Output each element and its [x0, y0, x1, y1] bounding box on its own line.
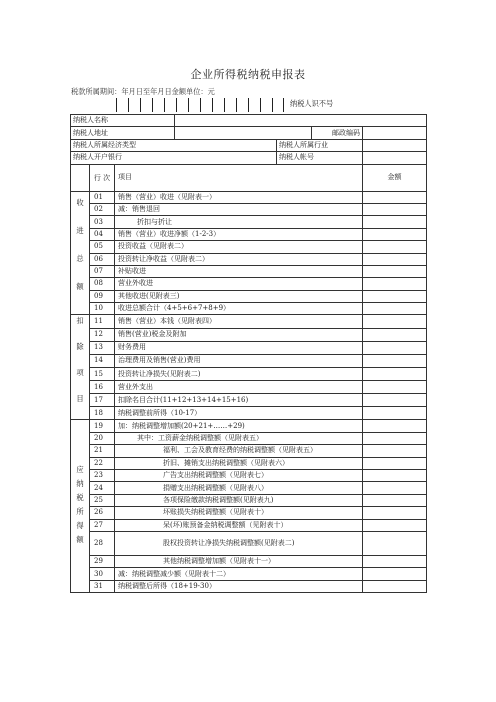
row-number: 11: [90, 315, 115, 328]
table-row: [71, 290, 427, 302]
row-amount-field[interactable]: [363, 568, 427, 580]
row-amount-field[interactable]: [363, 445, 427, 457]
row-amount-field[interactable]: [363, 228, 427, 240]
account-label: 纳税人帐号: [277, 152, 363, 164]
table-row: [71, 228, 427, 240]
row-number: 14: [90, 354, 115, 367]
row-item-label: 折扣与折让: [115, 216, 363, 228]
table-row: [71, 203, 427, 215]
row-amount-field[interactable]: [363, 531, 427, 555]
row-amount-field[interactable]: [363, 328, 427, 341]
row-item-label: 收进总额合计（4+5+6+7+8+9）: [115, 303, 363, 315]
row-amount-field[interactable]: [363, 432, 427, 444]
table-row: [71, 381, 427, 394]
row-item-label: 坏账损失纳税调整额（见附表十）: [115, 507, 363, 519]
row-amount-field[interactable]: [363, 241, 427, 253]
category-deductions: 扣 除 项 目: [71, 315, 90, 420]
row-number: 05: [90, 241, 115, 253]
table-row: [71, 303, 427, 315]
table-row: [71, 519, 427, 531]
row-item-label: 捐赠支出纳税调整额（见附表八）: [115, 482, 363, 494]
postcode-field[interactable]: [363, 127, 427, 139]
table-row: [71, 341, 427, 354]
taxpayer-address-field[interactable]: [175, 127, 312, 139]
table-row: [71, 555, 427, 567]
row-item-label: 加：纳税调整增加额(20+21+……+29): [115, 420, 363, 432]
row-item-label: 纳税调整前所得（10-17）: [115, 407, 363, 420]
row-item-label: 营业外支出: [115, 381, 363, 394]
row-number: 03: [90, 216, 115, 228]
row-item-label: 销售（营业）本钱（见附表四）: [115, 315, 363, 328]
table-row: [71, 367, 427, 380]
row-item-label: 投资转让净损失(见附表二): [115, 367, 363, 380]
taxpayer-id-boxes[interactable]: [116, 98, 284, 112]
row-number: 27: [90, 519, 115, 531]
row-item-label: 扣除名目合计(11+12+13+14+15+16): [115, 394, 363, 407]
row-item-label: 折旧、摊销支出纳税调整额（见附表六）: [115, 457, 363, 469]
row-number: 09: [90, 290, 115, 302]
row-item-label: 其他纳税调整增加额（见附表十一）: [115, 555, 363, 567]
row-item-label: 纳税调整后所得（18+19-30）: [115, 580, 363, 592]
row-number: 16: [90, 381, 115, 394]
row-amount-field[interactable]: [363, 580, 427, 592]
row-item-label: 减：纳税调整减少额（见附表十二）: [115, 568, 363, 580]
row-item-label: 销售（营业）收进（见附表一）: [115, 191, 363, 203]
row-item-label: 其他收进(见附表三): [115, 290, 363, 302]
row-item-label: 各项保险缴款纳税调整额(见附表九): [115, 494, 363, 506]
form-title: 企业所得税纳税申报表: [190, 68, 306, 81]
industry-label: 纳税人所属行业: [277, 139, 363, 151]
row-amount-field[interactable]: [363, 315, 427, 328]
table-row: [71, 241, 427, 253]
row-amount-field[interactable]: [363, 191, 427, 203]
row-item-label: 投资收益（见附表二）: [115, 241, 363, 253]
row-item-label: 减：销售退回: [115, 203, 363, 215]
row-amount-field[interactable]: [363, 519, 427, 531]
table-row: [71, 432, 427, 444]
row-amount-field[interactable]: [363, 507, 427, 519]
row-item-label: 福利、工会及教育经费的纳税调整额（见附表五）: [115, 445, 363, 457]
category-income: 收 进 总 额: [71, 191, 90, 315]
row-amount-field[interactable]: [363, 367, 427, 380]
taxpayer-id-label: 纳税人识不号: [290, 99, 334, 108]
row-number: 02: [90, 203, 115, 215]
table-row: [71, 278, 427, 290]
table-row: [71, 315, 427, 328]
row-amount-field[interactable]: [363, 341, 427, 354]
row-amount-field[interactable]: [363, 354, 427, 367]
row-number: 20: [90, 432, 115, 444]
table-row: [71, 494, 427, 506]
row-amount-field[interactable]: [363, 253, 427, 265]
table-row: [71, 531, 427, 555]
row-amount-field[interactable]: [363, 216, 427, 228]
header-amount: 金额: [363, 164, 427, 191]
table-row: [71, 191, 427, 203]
row-item-label: 广告支出纳税调整额（见附表七）: [115, 470, 363, 482]
row-amount-field[interactable]: [363, 278, 427, 290]
taxpayer-address-label: 纳税人地址: [71, 127, 175, 139]
row-number: 10: [90, 303, 115, 315]
table-row: [71, 507, 427, 519]
row-number: 29: [90, 555, 115, 567]
header-row-no: 行 次: [90, 164, 115, 191]
row-number: 26: [90, 507, 115, 519]
row-number: 01: [90, 191, 115, 203]
row-amount-field[interactable]: [363, 555, 427, 567]
row-amount-field[interactable]: [363, 265, 427, 277]
row-number: 12: [90, 328, 115, 341]
row-number: 15: [90, 367, 115, 380]
table-row: [71, 253, 427, 265]
tax-period-line: 税款所属期间：年月日至年月日金额单位：元: [71, 87, 215, 96]
row-number: 17: [90, 394, 115, 407]
row-number: 06: [90, 253, 115, 265]
row-amount-field[interactable]: [363, 381, 427, 394]
table-row: [71, 457, 427, 469]
row-number: 18: [90, 407, 115, 420]
category-taxable: 应 纳 税 所 得 额: [71, 420, 90, 593]
row-number: 30: [90, 568, 115, 580]
table-row: [71, 216, 427, 228]
row-amount-field[interactable]: [363, 303, 427, 315]
table-row: [71, 420, 427, 432]
bank-label: 纳税人开户银行: [71, 152, 277, 164]
row-item-label: 其中：工资薪金纳税调整额（见附表五）: [115, 432, 363, 444]
table-row: [71, 265, 427, 277]
row-item-label: 销售（营业）收进净额（1-2-3）: [115, 228, 363, 240]
row-number: 28: [90, 531, 115, 555]
row-number: 04: [90, 228, 115, 240]
row-amount-field[interactable]: [363, 457, 427, 469]
account-field[interactable]: [363, 152, 427, 164]
postcode-label: 邮政编码: [312, 127, 363, 139]
industry-field[interactable]: [363, 139, 427, 151]
taxpayer-name-label: 纳税人名称: [71, 115, 175, 127]
table-row: [71, 580, 427, 592]
row-number: 21: [90, 445, 115, 457]
table-row: [71, 407, 427, 420]
row-amount-field[interactable]: [363, 394, 427, 407]
row-item-label: 销售(营业)税金及附加: [115, 328, 363, 341]
taxpayer-name-field[interactable]: [175, 115, 427, 127]
table-row: [71, 354, 427, 367]
row-number: 19: [90, 420, 115, 432]
row-number: 25: [90, 494, 115, 506]
row-amount-field[interactable]: [363, 494, 427, 506]
row-item-label: 治理费用及销售(营业)费用: [115, 354, 363, 367]
table-row: [71, 470, 427, 482]
row-number: 22: [90, 457, 115, 469]
tax-return-table: [70, 114, 427, 593]
row-number: 31: [90, 580, 115, 592]
table-row: [71, 328, 427, 341]
row-item-label: 投资转让净收益（见附表二）: [115, 253, 363, 265]
header-blank: [71, 164, 90, 191]
header-item: 项目: [115, 164, 363, 191]
table-row: [71, 482, 427, 494]
econ-type-label: 纳税人所属经济类型: [71, 139, 277, 151]
row-number: 07: [90, 265, 115, 277]
row-number: 24: [90, 482, 115, 494]
row-item-label: 补贴收进: [115, 265, 363, 277]
row-amount-field[interactable]: [363, 420, 427, 432]
row-amount-field[interactable]: [363, 290, 427, 302]
row-item-label: 呆(坏)账预备金纳税调整额（见附表十）: [115, 519, 363, 531]
table-row: [71, 568, 427, 580]
row-amount-field[interactable]: [363, 407, 427, 420]
row-item-label: 营业外收进: [115, 278, 363, 290]
row-number: 13: [90, 341, 115, 354]
row-number: 08: [90, 278, 115, 290]
row-item-label: 股权投资转让净损失纳税调整额(见附表二): [115, 531, 363, 555]
row-item-label: 财务费用: [115, 341, 363, 354]
row-amount-field[interactable]: [363, 470, 427, 482]
table-row: [71, 394, 427, 407]
row-amount-field[interactable]: [363, 203, 427, 215]
row-amount-field[interactable]: [363, 482, 427, 494]
table-row: [71, 445, 427, 457]
row-number: 23: [90, 470, 115, 482]
